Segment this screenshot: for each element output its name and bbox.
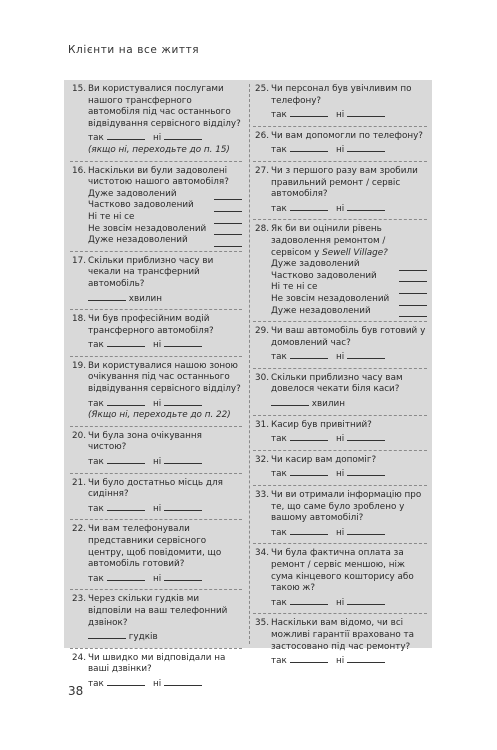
question-29-text: Чи ваш автомобіль був готовий у домовлений час? (271, 326, 426, 348)
question-34: 34. Чи була фактична оплата за ремонт / сервіс меншою, ніж сума кінцевого кошторису або такою ж? так ні (255, 548, 427, 609)
no-blank[interactable] (347, 142, 385, 152)
option-row: Дуже незадоволений (88, 235, 242, 247)
separator (253, 613, 427, 614)
yes-blank[interactable] (290, 349, 328, 359)
question-30-text: Скільки приблизно часу вам довелося чекати біля каси? (271, 372, 403, 395)
separator (70, 589, 242, 590)
separator (70, 473, 242, 474)
separator (70, 648, 242, 649)
option-blank[interactable] (214, 225, 242, 235)
option-blank[interactable] (399, 284, 427, 294)
question-26: 26. Чи вам допомогли по телефону? так ні (255, 131, 427, 157)
question-32-text: Чи касир вам допоміг? (271, 454, 377, 465)
yes-blank[interactable] (107, 501, 145, 511)
option-blank[interactable] (214, 214, 242, 224)
yes-blank[interactable] (107, 571, 145, 581)
minutes-blank[interactable] (88, 291, 126, 301)
question-22-text: Чи вам телефонували представники сервісного центру, щоб повідомити, що автомобіль готовий? (88, 524, 222, 570)
option-row: Ні те ні се (271, 282, 427, 294)
no-blank[interactable] (347, 595, 385, 605)
option-blank[interactable] (214, 237, 242, 247)
option-blank[interactable] (214, 202, 242, 212)
question-21: 21. Чи було достатньо місць для сидіння? так ні (72, 478, 242, 516)
separator (253, 368, 427, 369)
option-row: Дуже задоволений (88, 189, 242, 201)
yes-blank[interactable] (290, 201, 328, 211)
rings-blank[interactable] (88, 629, 126, 639)
no-blank[interactable] (347, 431, 385, 441)
option-row: Частково задоволений (88, 200, 242, 212)
option-row: Ні те ні се (88, 212, 242, 224)
right-column (255, 84, 427, 672)
question-16-text: Наскільки ви були задоволені чистотою нашого автомобіля? (88, 165, 229, 188)
option-blank[interactable] (399, 272, 427, 282)
option-row: Не зовсім незадоволений (88, 224, 242, 236)
yes-blank[interactable] (290, 142, 328, 152)
yes-blank[interactable] (290, 466, 328, 476)
yes-blank[interactable] (107, 396, 145, 406)
question-23: 23. Через скільки гудків ми відповіли на ваш телефонний дзвінок? гудків (72, 594, 242, 643)
option-row: Не зовсім незадоволений (271, 294, 427, 306)
yes-blank[interactable] (107, 454, 145, 464)
separator (70, 309, 242, 310)
no-blank[interactable] (347, 466, 385, 476)
separator (253, 485, 427, 486)
separator (70, 426, 242, 427)
question-23-text: Через скільки гудків ми відповіли на ваш телефонний дзвінок? (88, 594, 228, 628)
option-blank[interactable] (214, 190, 242, 200)
question-33: 33. Чи ви отримали інформацію про те, що саме було зроблено у вашому автомобілі? так ні (255, 490, 427, 539)
question-32: 32. Чи касир вам допоміг? так ні (255, 455, 427, 481)
question-28: 28. Як би ви оцінили рівень задоволення ремонтом / сервісом у Sewell Village? Дуже задоволений Частково задоволений Ні те ні се Не зовсім незадоволений Дуже незадоволений (255, 224, 427, 317)
question-17-text: Скільки приблизно часу ви чекали на трансферний автомобіль? (88, 255, 214, 289)
question-34-text: Чи була фактична оплата за ремонт / сервіс меншою, ніж сума кінцевого кошторису або такою ж? (271, 548, 414, 594)
option-blank[interactable] (399, 296, 427, 306)
question-35-text: Наскільки вам відомо, чи всі можливі гарантії враховано та застосовано під час ремонту? (271, 618, 415, 652)
question-20: 20. Чи була зона очікування чистою? так ні (72, 431, 242, 469)
separator (253, 321, 427, 322)
separator (253, 415, 427, 416)
question-15-answer: так ні (88, 130, 242, 145)
yes-blank[interactable] (107, 337, 145, 347)
question-20-text: Чи була зона очікування чистою? (88, 430, 202, 453)
question-15: 15. Ви користувалися послугами нашого трансферного автомобіля під час останнього відвідування сервісного відділу? так ні (якщо ні, переходьте до п. 15) (72, 84, 241, 155)
separator (253, 219, 427, 220)
yes-blank[interactable] (290, 525, 328, 535)
option-row: Дуже незадоволений (271, 306, 427, 318)
yes-blank[interactable] (107, 676, 145, 686)
option-blank[interactable] (399, 261, 427, 271)
question-33-text: Чи ви отримали інформацію про те, що саме було зроблено у вашому автомобілі? (271, 490, 422, 524)
no-blank[interactable] (347, 349, 385, 359)
option-row: Частково задоволений (271, 271, 427, 283)
running-title: Клієнти на все життя (68, 44, 200, 56)
question-35: 35. Наскільки вам відомо, чи всі можливі гарантії враховано та застосовано під час ремонту? так ні (255, 618, 427, 667)
question-19-text: Ви користувалися нашою зоною очікування під час останнього відвідування сервісного відділу? (88, 360, 241, 395)
separator (253, 126, 427, 127)
question-27: 27. Чи з першого разу вам зробили правильний ремонт / сервіс автомобіля? так ні (255, 166, 427, 215)
no-blank[interactable] (347, 653, 385, 663)
question-31: 31. Касир був привітний? так ні (255, 420, 427, 446)
column-divider (249, 84, 250, 644)
question-29: 29. Чи ваш автомобіль був готовий у домовлений час? так ні (255, 326, 426, 363)
no-blank[interactable] (164, 454, 202, 464)
question-27-text: Чи з першого разу вам зробили правильний ремонт / сервіс автомобіля? (271, 165, 418, 200)
separator (70, 519, 242, 520)
question-18: 18. Чи був професійним водій трансферного автомобіля? так ні (72, 314, 242, 352)
no-blank[interactable] (164, 676, 202, 686)
minutes-blank[interactable] (271, 396, 309, 406)
option-row: Дуже задоволений (271, 259, 427, 271)
no-blank[interactable] (347, 107, 385, 117)
question-18-text: Чи був професійним водій трансферного автомобіля? (88, 314, 214, 336)
question-15-text: Ви користувалися послугами нашого трансферного автомобіля під час останнього відвідування сервісного відділу? (88, 84, 241, 129)
yes-blank[interactable] (290, 653, 328, 663)
separator (70, 161, 242, 162)
question-16: 16. Наскільки ви були задоволені чистотою нашого автомобіля? Дуже задоволений Частково задоволений Ні те ні се Не зовсім незадоволений Дуже незадоволений (72, 166, 242, 247)
no-blank[interactable] (347, 525, 385, 535)
yes-blank[interactable] (290, 431, 328, 441)
yes-blank[interactable] (107, 130, 145, 140)
question-25-text: Чи персонал був увічливим по телефону? (271, 84, 412, 106)
separator (70, 251, 242, 252)
separator (253, 450, 427, 451)
separator (70, 356, 242, 357)
question-19: 19. Ви користувалися нашою зоною очікування під час останнього відвідування сервісного відділу? так ні (Якщо ні, переходьте до п. 22) (72, 360, 241, 421)
question-19-note: (Якщо ні, переходьте до п. 22) (88, 410, 231, 421)
no-blank[interactable] (164, 130, 202, 140)
separator (253, 161, 427, 162)
question-24: 24. Чи швидко ми відповідали на ваші дзвінки? так ні (72, 653, 242, 691)
question-22: 22. Чи вам телефонували представники сервісного центру, щоб повідомити, що автомобіль готовий? так ні (72, 524, 242, 585)
question-15-note: (якщо ні, переходьте до п. 15) (88, 144, 230, 155)
no-blank[interactable] (164, 571, 202, 581)
option-blank[interactable] (399, 307, 427, 317)
yes-blank[interactable] (290, 107, 328, 117)
question-30: 30. Скільки приблизно часу вам довелося чекати біля каси? хвилин (255, 373, 427, 411)
no-blank[interactable] (164, 337, 202, 347)
page-number: 38 (68, 684, 84, 698)
yes-blank[interactable] (290, 595, 328, 605)
question-17: 17. Скільки приблизно часу ви чекали на трансферний автомобіль? хвилин (72, 256, 242, 305)
question-21-text: Чи було достатньо місць для сидіння? (88, 477, 223, 500)
left-column (72, 84, 242, 695)
question-24-text: Чи швидко ми відповідали на ваші дзвінки? (88, 652, 226, 675)
question-28-text: Як би ви оцінили рівень задоволення ремонтом / сервісом у Sewell Village? (271, 224, 388, 258)
no-blank[interactable] (347, 201, 385, 211)
separator (253, 543, 427, 544)
no-blank[interactable] (164, 396, 202, 406)
question-31-text: Касир був привітний? (271, 419, 372, 430)
question-26-text: Чи вам допомогли по телефону? (271, 130, 423, 141)
no-blank[interactable] (164, 501, 202, 511)
question-25: 25. Чи персонал був увічливим по телефону? так ні (255, 84, 427, 122)
